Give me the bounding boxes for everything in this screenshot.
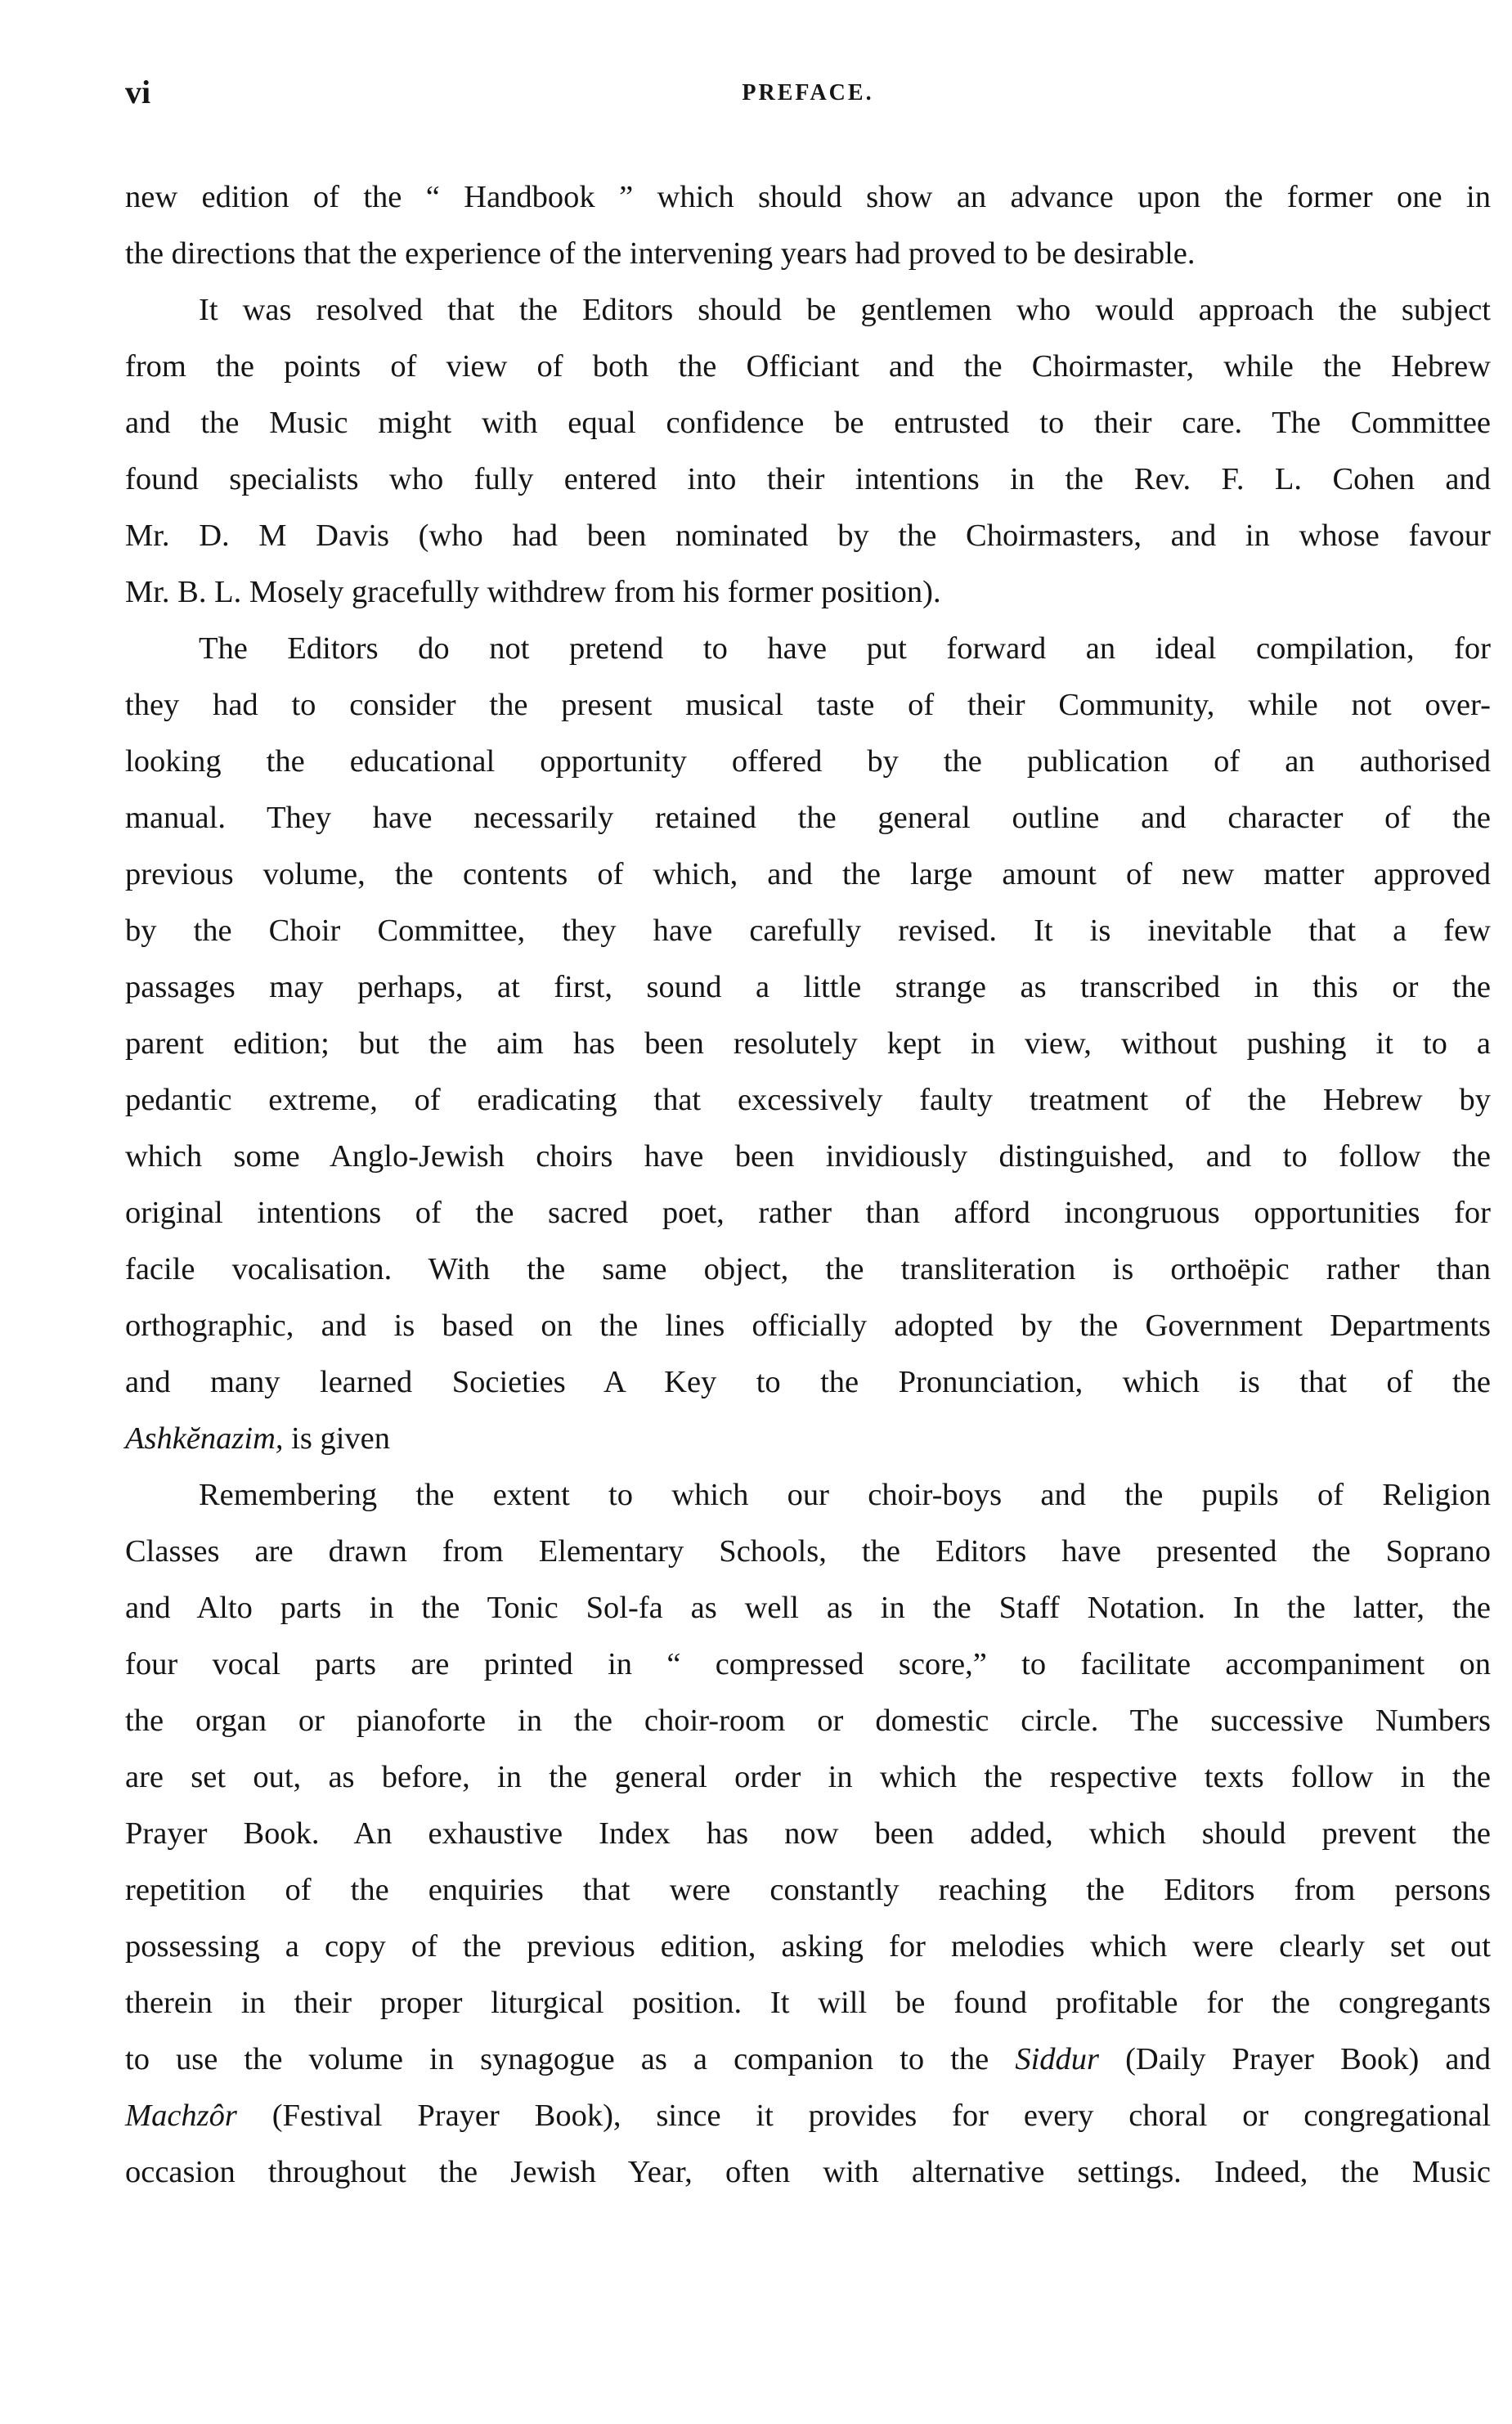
page-number: vi [125,74,151,110]
italic-term: Machzôr [125,2099,237,2133]
text-line: and many learned Societies A Key to the Pronunciation, which is that of the [125,1365,1491,1399]
text-line: Mr. D. M Davis (who had been nominated by the Choirmasters, and in whose favour [125,518,1491,553]
text-line: facile vocalisation. With the same object, the transliteration is orthoëpic rather than [125,1252,1491,1286]
text-line: Mr. B. L. Mosely gracefully withdrew from his former position). [125,575,941,609]
text-line: Remembering the extent to which our choir-boys and the pupils of Religion [199,1478,1491,1512]
text-line: orthographic, and is based on the lines officially adopted by the Government Departments [125,1309,1491,1343]
text-line [125,2088,1491,2144]
text-line: and the Music might with equal confidence be entrusted to their care. The Committee [125,406,1491,440]
text-fragment: to use the volume in synagogue as a companion to the [125,2042,1016,2076]
text-fragment: (Daily Prayer Book) and [1099,2042,1491,2076]
text-line: parent edition; but the aim has been resolutely kept in view, without pushing it to a [125,1026,1491,1061]
text-line: pedantic extreme, of eradicating that excessively faulty treatment of the Hebrew by [125,1083,1491,1117]
text-line: four vocal parts are printed in “ compressed score,” to facilitate accompaniment on [125,1647,1491,1681]
text-fragment: (Festival Prayer Book), since it provides for every choral or congregational [236,2099,1491,2133]
text-line: new edition of the “ Handbook ” which should show an advance upon the former one in [125,180,1491,214]
text-line: occasion throughout the Jewish Year, often with alternative settings. Indeed, the Music [125,2155,1491,2189]
text-line: therein in their proper liturgical position. It will be found profitable for the congregants [125,1986,1491,2020]
text-line: The Editors do not pretend to have put forward an ideal compilation, for [199,631,1491,666]
text-line [125,2031,1491,2088]
body-text [125,169,1491,2201]
text-line: Prayer Book. An exhaustive Index has now been added, which should prevent the [125,1816,1491,1851]
text-fragment: is given [283,1421,391,1456]
paragraph-editors-resolution [125,282,1491,621]
text-line: and Alto parts in the Tonic Sol-fa as well as in the Staff Notation. In the latter, the [125,1591,1491,1625]
text-line: looking the educational opportunity offered by the publication of an authorised [125,744,1491,779]
paragraph-choir-boys [125,1467,1491,2201]
text-line: manual. They have necessarily retained the general outline and character of the [125,801,1491,835]
text-line: Classes are drawn from Elementary Schools, the Editors have presented the Soprano [125,1534,1491,1569]
running-title: PREFACE. [742,80,874,105]
text-line: It was resolved that the Editors should be gentlemen who would approach the subject [199,293,1491,327]
text-line: the directions that the experience of the intervening years had proved to be desirable. [125,236,1196,271]
italic-term: Siddur [1015,2042,1100,2076]
running-head [125,72,1491,113]
text-line: passages may perhaps, at first, sound a little strange as transcribed in this or the [125,970,1491,1004]
text-line: they had to consider the present musical taste of their Community, while not over- [125,688,1491,722]
text-line: possessing a copy of the previous edition, asking for melodies which were clearly set out [125,1929,1491,1964]
text-line [125,1411,1491,1467]
text-line: the organ or pianoforte in the choir-room or domestic circle. The successive Numbers [125,1704,1491,1738]
text-line: found specialists who fully entered into their intentions in the Rev. F. L. Cohen and [125,462,1491,496]
text-line: previous volume, the contents of which, and the large amount of new matter approved [125,857,1491,891]
text-line: by the Choir Committee, they have carefully revised. It is inevitable that a few [125,913,1491,948]
text-line: which some Anglo-Jewish choirs have been invidiously distinguished, and to follow the [125,1139,1491,1174]
text-line: from the points of view of both the Officiant and the Choirmaster, while the Hebrew [125,349,1491,384]
text-line: original intentions of the sacred poet, rather than afford incongruous opportunities for [125,1196,1491,1230]
italic-term: Ashkĕnazim, [125,1421,284,1456]
text-line: are set out, as before, in the general order in which the respective texts follow in the [125,1760,1491,1794]
paragraph-editors-compilation [125,621,1491,1467]
paragraph-continuation [125,169,1491,282]
text-line: repetition of the enquiries that were constantly reaching the Editors from persons [125,1873,1491,1907]
